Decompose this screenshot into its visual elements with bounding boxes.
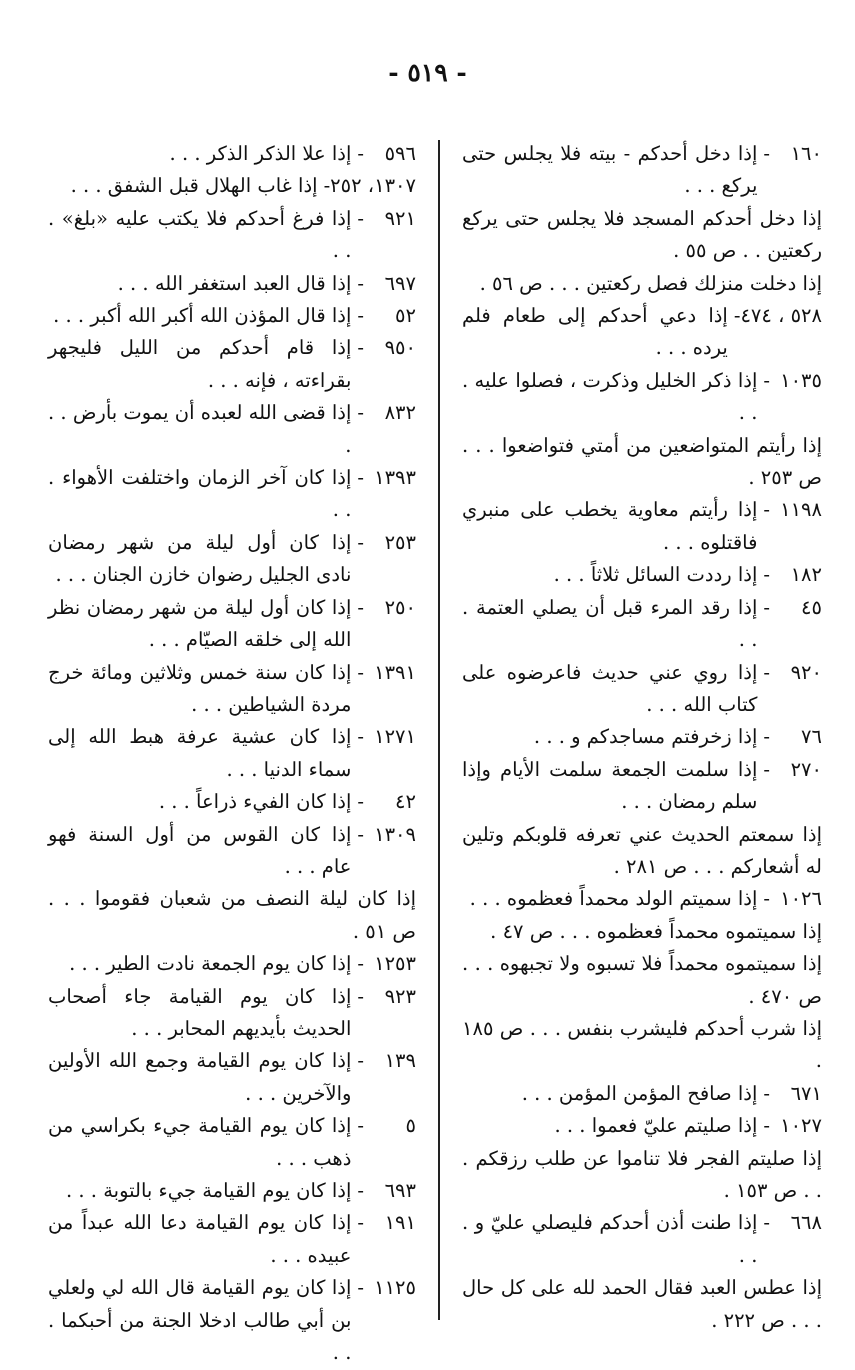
entry-dash: - [763,1081,770,1105]
entry-dash: - [763,1211,770,1235]
entry-dash: - [357,142,364,165]
entry-text: إذا زخرفتم مساجدكم و . . . [533,725,758,749]
index-entry [48,203,416,268]
entry-text: إذا قام أحدكم من الليل فليجهر بقراءته ، فإنه . . . [48,336,352,392]
entry-number: ١١٩٨ [780,498,822,522]
entry-dash: - [763,368,770,392]
index-entry [48,268,416,300]
entry-text: إذا كان يوم الجمعة نادت الطير . . . [69,952,352,976]
entry-text: إذا كان آخر الزمان واختلفت الأهواء . . . [48,466,352,522]
entry-number: ١١٢٥ [374,1276,416,1300]
index-entry [48,948,416,980]
index-entry [462,1110,822,1142]
entry-text: إذا كان يوم القيامة دعا الله عبداً من عبيده . . . [48,1211,352,1267]
entry-number: ١٠٢٧ [780,1114,822,1138]
index-entry [48,1110,416,1175]
entry-dash: - [357,336,364,360]
entry-number: ٩٢٣ [384,984,416,1008]
index-entry [462,300,822,365]
entry-text: إذا كان أول ليلة من شهر رمضان نظر الله إلى خلقه الصيّام . . . [48,595,352,652]
entry-dash: - [357,822,364,846]
index-entry [462,559,822,591]
entry-number: ١٣٩١ [374,660,416,684]
entry-text: إذا روي عني حديث فاعرضوه على كتاب الله . . . [462,660,758,716]
entry-dash: - [357,1211,364,1235]
entry-number: ١٣٩ [384,1049,416,1073]
entry-text: إذا كان القوس من أول السنة فهو عام . . . [48,822,352,878]
entry-dash: - [357,206,364,230]
index-subentry: إذا شرب أحدكم فليشرب بنفس . . . ص ١٨٥ . [462,1016,822,1073]
entry-text: إذا فرغ أحدكم فلا يكتب عليه «بلغ» . . . [48,206,352,263]
entry-number: ٦٩٧ [384,271,416,295]
entry-text: إذا كان يوم القيامة قال الله لي ولعلي بن أبي طالب ادخلا الجنة من أحبكما . . . [48,1276,352,1365]
entry-text: إذا كان يوم القيامة وجمع الله الأولين والآخرين . . . [48,1049,352,1105]
index-subentry: إذا سمعتم الحديث عني تعرفه قلوبكم وتلين له أشعاركم . . . ص ٢٨١ . [462,822,822,878]
index-entry [48,138,416,170]
entry-number: ٢٥٣ [384,530,416,554]
index-entry [48,981,416,1046]
entry-dash: - [357,660,364,684]
index-entry [462,365,822,430]
entry-dash: - [357,530,364,554]
entry-text: إذا دخل أحدكم - بيته فلا يجلس حتى يركع . . . [462,142,758,198]
index-entry [462,883,822,915]
entry-number: ٥ [405,1114,416,1138]
entry-text: إذا علا الذكر الذكر . . . [169,142,352,165]
index-subentry: إذا دخل أحدكم المسجد فلا يجلس حتى يركع ركعتين . . ص ٥٥ . [462,206,822,263]
entry-dash: - [357,952,364,976]
entry-dash: - [763,757,770,781]
index-subentry: إذا دخلت منزلك فصل ركعتين . . . ص ٥٦ . [479,271,822,295]
entry-dash: - [357,725,364,749]
index-entry [48,332,416,397]
entry-dash: - [763,725,770,749]
entry-dash: - [763,595,770,619]
entry-dash: - [763,142,770,165]
entry-text: إذا سلمت الجمعة سلمت الأيام وإذا سلم رمضان . . . [462,757,758,814]
index-subentry: إذا صليتم الفجر فلا تناموا عن طلب رزقكم . . . ص ١٥٣ . [462,1146,822,1202]
entry-number: ١٨٢ [790,563,822,587]
entry-number: ٢٥٠ [384,595,416,619]
entry-number: ١٠٣٥ [780,368,822,392]
entry-text: إذا كان سنة خمس وثلاثين ومائة خرج مردة الشياطين . . . [48,660,352,716]
entry-dash: - [763,887,770,911]
index-subentry: إذا سميتموه محمداً فلا تسبوه ولا تجبهوه . . . ص ٤٧٠ . [462,952,822,1008]
index-entry [48,1045,416,1110]
entry-number: ٦٩٣ [384,1179,416,1202]
index-entry [462,721,822,753]
entry-text: إذا رددت السائل ثلاثاً . . . [553,563,758,587]
entry-dash: - [763,498,770,522]
index-entry [462,592,822,657]
entry-dash: - [323,174,331,198]
entry-text: إذا كان يوم القيامة جاء أصحاب الحديث بأيديهم المحابر . . . [48,984,352,1040]
index-entry [48,1272,416,1369]
entry-dash: - [763,1114,770,1138]
index-entry [48,1175,416,1207]
index-entry [462,138,822,203]
entry-text: إذا كان أول ليلة من شهر رمضان نادى الجليل رضوان خازن الجنان . . . [48,530,352,587]
entry-text: إذا ذكر الخليل وذكرت ، فصلوا عليه . . . [462,368,758,425]
entry-dash: - [763,660,770,684]
entry-number: ١٢٧١ [374,725,416,749]
entry-dash: - [357,401,364,425]
entry-number: ٨٣٢ [384,401,416,425]
entry-number: ٤٢ [395,790,416,814]
entry-number: ٥٩٦ [384,142,416,165]
entry-text: إذا سميتم الولد محمداً فعظموه . . . [469,887,758,911]
entry-number: ٦٧١ [790,1081,822,1105]
index-entry [48,300,416,332]
entry-text: إذا قال العبد استغفر الله . . . [117,271,352,295]
index-entry [48,819,416,884]
entry-number: ١٠٢٦ [780,887,822,911]
entry-number: ١٣٠٧، ٢٥٢ [330,174,416,198]
entry-text: إذا رقد المرء قبل أن يصلي العتمة . . . [462,595,758,652]
entry-dash: - [357,1179,364,1202]
entry-dash: - [357,984,364,1008]
entry-text: إذا قضى الله لعبده أن يموت بأرض . . . [48,401,352,457]
entry-dash: - [357,1114,364,1138]
index-entry [462,1078,822,1110]
entry-dash: - [357,271,364,295]
index-entry [48,657,416,722]
entry-number: ١٣٠٩ [374,822,416,846]
entry-text: إذا كان عشية عرفة هبط الله إلى سماء الدنيا . . . [48,725,352,781]
entry-number: ٥٢ [395,304,416,328]
entry-number: ٤٥ [801,595,822,619]
index-entry [48,592,416,657]
entry-text: إذا رأيتم معاوية يخطب على منبري فاقتلوه . . . [462,498,758,554]
entry-text: إذا صافح المؤمن المؤمن . . . [521,1081,758,1105]
entry-text: إذا قال المؤذن الله أكبر الله أكبر . . . [53,304,352,328]
entry-dash: - [357,790,364,814]
entry-number: ١٣٩٣ [374,466,416,490]
index-entry [48,397,416,462]
entry-number: ٥٢٨ ، ٤٧٤ [740,304,822,328]
index-entry [462,754,822,819]
index-subentry: إذا رأيتم المتواضعين من أمتي فتواضعوا . . . ص ٢٥٣ . [462,433,822,490]
entry-text: إذا كان يوم القيامة جيء بكراسي من ذهب . . . [48,1114,352,1170]
entry-number: ٧٦ [801,725,822,749]
index-entry [462,494,822,559]
index-entry [462,657,822,722]
entry-number: ٢٧٠ [790,757,822,781]
entry-number: ٩٥٠ [384,336,416,360]
page-number: - ٥١٩ - [388,58,467,87]
index-entry [48,1207,416,1272]
entry-number: ٩٢١ [384,206,416,230]
index-subentry: إذا عطس العبد فقال الحمد لله على كل حال . . . ص ٢٢٢ . [462,1276,822,1332]
entry-number: ١٩١ [384,1211,416,1235]
entry-dash: - [763,563,770,587]
index-entry [48,170,416,202]
entry-number: ١٢٥٣ [374,952,416,976]
entry-text: إذا كان يوم القيامة جيء بالتوبة . . . [66,1179,352,1202]
column-divider [438,140,440,1320]
index-column-right [462,138,822,1337]
entry-dash: - [357,466,364,490]
index-entry [48,462,416,527]
index-entry [462,1207,822,1272]
entry-text: إذا صليتم عليّ فعموا . . . [554,1114,758,1138]
index-subentry: إذا سميتموه محمداً فعظموه . . . ص ٤٧ . [490,919,822,943]
entry-dash: - [357,1049,364,1073]
entry-number: ١٦٠ [790,142,822,165]
entry-text: إذا طنت أذن أحدكم فليصلي عليّ و . . . [462,1211,758,1267]
entry-text: إذا غاب الهلال قبل الشفق . . . [70,174,318,198]
index-entry [48,786,416,818]
entry-text: إذا كان الفيء ذراعاً . . . [158,790,352,814]
index-column-left [48,138,416,1369]
entry-dash: - [357,595,364,619]
entry-text: إذا دعي أحدكم إلى طعام فلم يرده . . . [462,304,728,360]
entry-number: ٦٦٨ [790,1211,822,1235]
index-entry [48,721,416,786]
entry-number: ٩٢٠ [790,660,822,684]
entry-dash: - [733,304,741,328]
index-subentry: إذا كان ليلة النصف من شعبان فقوموا . . . ص ٥١ . [48,887,416,943]
entry-dash: - [357,304,364,328]
entry-dash: - [357,1276,364,1300]
index-entry [48,527,416,592]
